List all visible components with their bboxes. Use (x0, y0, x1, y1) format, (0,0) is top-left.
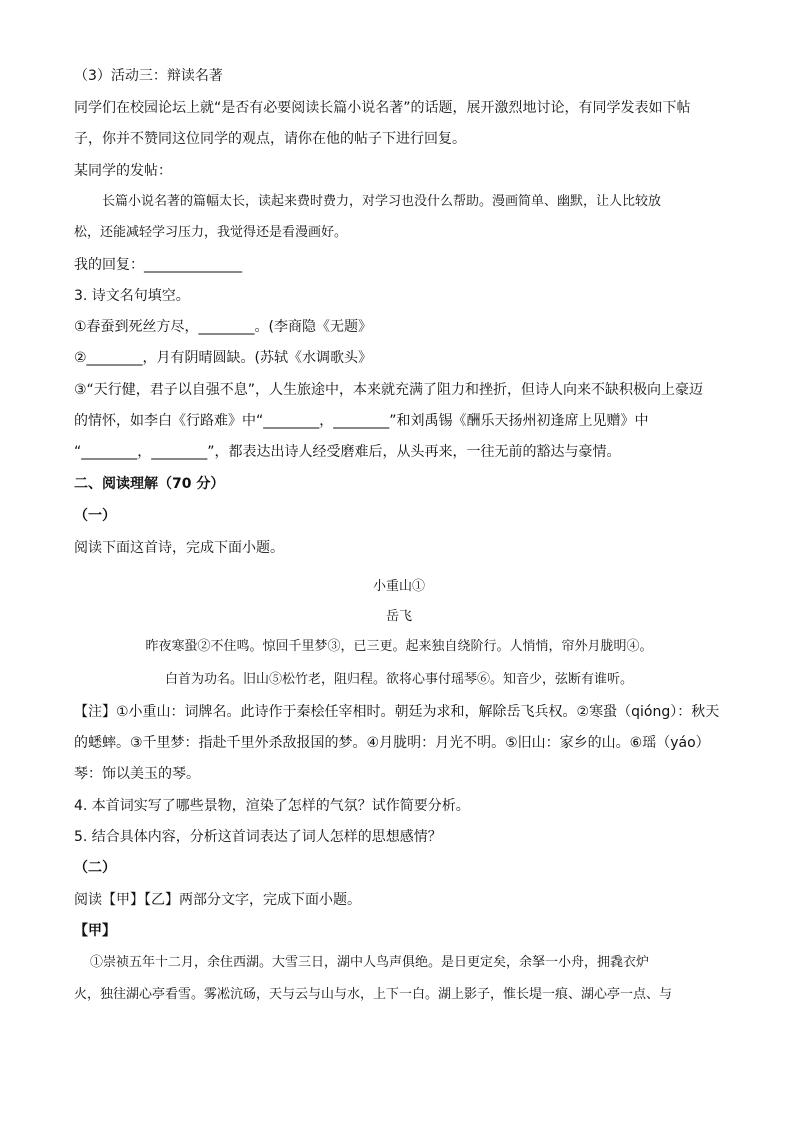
poem-title: 小重山① (372, 579, 425, 594)
jia-text-line2: 火，独往湖心亭看雪。雾凇沆砀，天与云与山与水，上下一白。湖上影子，惟长堤一痕、湖心亭一点、与 (74, 987, 673, 1002)
fill-blank-3-line1: ③“天行健，君子以自强不息”，人生旅途中，本来就充满了阻力和挫折，但诗人向来不缺积极向上豪迈 (74, 382, 704, 398)
question-3-heading: 3. 诗文名句填空。 (74, 288, 190, 304)
fill-blank-3-line2: 的情怀，如李白《行路难》中“________，________”和刘禹锡《酬乐天扬州初逢席上见赠》中 (74, 413, 649, 429)
part-one-heading: （一） (74, 508, 116, 524)
jia-text-line1: ①崇祯五年十二月，余住西湖。大雪三日，湖中人鸟声俱绝。是日更定矣，余拏一小舟，拥毳衣炉 (90, 955, 650, 970)
activity-three-prompt-line2: 子，你并不赞同这位同学的观点，请你在他的帖子下进行回复。 (74, 131, 466, 147)
question-4: 4. 本首词实写了哪些景物，渲染了怎样的气氛？试作简要分析。 (74, 798, 470, 814)
poem-instruction: 阅读下面这首诗，完成下面小题。 (74, 540, 284, 556)
poem-notes-line1: 【注】①小重山：词牌名。此诗作于秦桧任宰相时。朝廷为求和，解除岳飞兵权。②寒蛩（qióng）：秋天 (74, 704, 720, 720)
fill-blank-1: ①春蚕到死丝方尽，________。(李商隐《无题》 (74, 319, 373, 335)
post-content-line1: 长篇小说名著的篇幅太长，读起来费时费力，对学习也没什么帮助。漫画简单、幽默，让人比较放 (102, 194, 662, 209)
poem-stanza-1: 昨夜寒蛩②不住鸣。惊回千里梦③，已三更。起来独自绕阶行。人悄悄，帘外月胧明④。 (145, 639, 653, 654)
post-content-line2: 松，还能减轻学习压力，我觉得还是看漫画好。 (74, 225, 348, 240)
part-two-heading: （二） (74, 860, 116, 876)
poem-stanza-2: 白首为功名。旧山⑤松竹老，阻归程。欲将心事付瑶琴⑥。知音少，弦断有谁听。 (164, 672, 633, 687)
reply-line: 我的回复：______________ (74, 257, 242, 273)
post-label: 某同学的发帖： (74, 163, 172, 179)
jia-heading: 【甲】 (74, 923, 116, 939)
poem-notes-line3: 琴：饰以美玉的琴。 (74, 766, 200, 782)
poem-notes-line2: 的蟋蟀。③千里梦：指赴千里外杀敌报国的梦。④月胧明：月光不明。⑤旧山：家乡的山。⑥瑶（yáo） (74, 735, 710, 751)
fill-blank-2: ②________，月有阴晴圆缺。(苏轼《水调歌头》 (74, 350, 373, 366)
question-5: 5. 结合具体内容，分析这首词表达了词人怎样的思想感情？ (74, 829, 442, 845)
section-two-heading: 二、阅读理解（70 分） (74, 476, 225, 492)
poem-author: 岳飞 (385, 609, 412, 624)
activity-three-heading: （3）活动三：辩读名著 (74, 68, 223, 84)
activity-three-prompt-line1: 同学们在校园论坛上就“是否有必要阅读长篇小说名著”的话题，展开激烈地讨论，有同学发表如下帖 (74, 100, 691, 116)
part-two-instruction: 阅读【甲】【乙】两部分文字，完成下面小题。 (74, 892, 361, 908)
fill-blank-3-line3: “________，________”，都表达出诗人经受磨难后，从头再来，一往无前的豁达与豪情。 (74, 444, 621, 460)
